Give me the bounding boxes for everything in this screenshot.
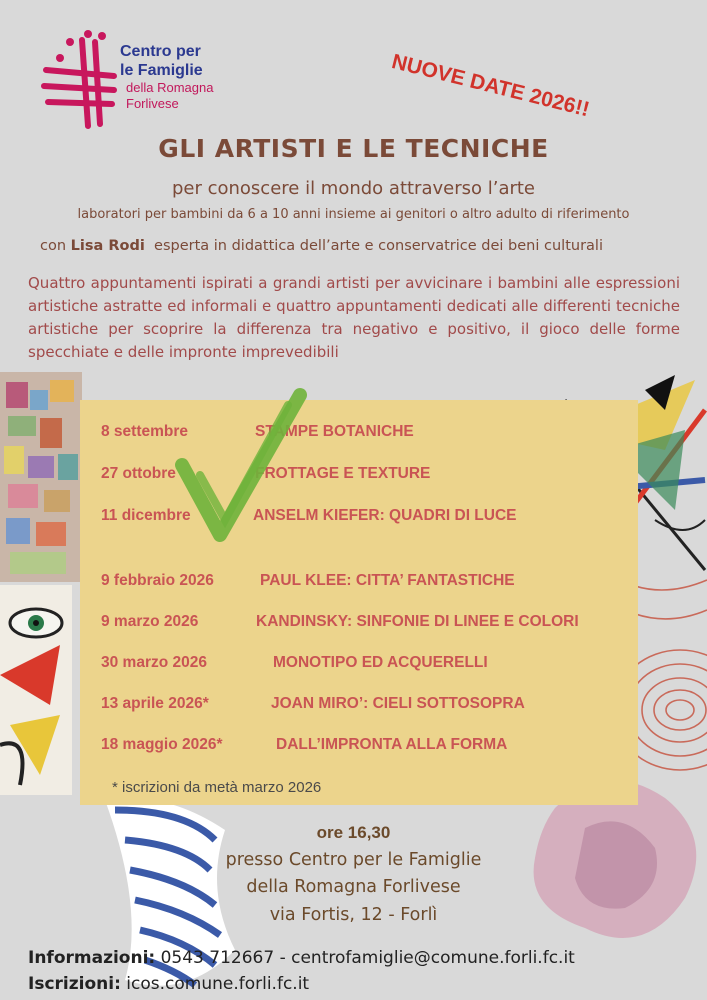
schedule-activity: ANSELM KIEFER: QUADRI DI LUCE bbox=[253, 507, 517, 524]
page-subtitle: per conoscere il mondo attraverso l’arte bbox=[171, 178, 536, 199]
audience-text: laboratori per bambini da 6 a 10 anni insieme ai genitori o altro adulto di riferimento bbox=[77, 207, 630, 222]
schedule-activity: FROTTAGE E TEXTURE bbox=[255, 465, 431, 482]
miro-artwork-decoration bbox=[0, 585, 72, 795]
teacher-role: esperta in didattica dell’arte e conservatrice dei beni culturali bbox=[154, 238, 603, 254]
schedule-date: 13 aprile 2026* bbox=[101, 695, 209, 712]
checkmark-icon bbox=[170, 385, 315, 555]
info-label: Informazioni: bbox=[28, 948, 156, 968]
schedule-row bbox=[101, 572, 515, 590]
info-line bbox=[28, 948, 575, 968]
address-line: presso Centro per le Famiglie bbox=[225, 850, 482, 870]
schedule-date: 11 dicembre bbox=[101, 507, 191, 524]
schedule-activity: MONOTIPO ED ACQUERELLI bbox=[273, 654, 488, 671]
schedule-row bbox=[101, 654, 488, 672]
schedule-date: 27 ottobre bbox=[101, 465, 176, 482]
signup-line bbox=[28, 974, 309, 994]
logo-mark-icon bbox=[40, 28, 120, 133]
teacher-prefix: con bbox=[40, 238, 67, 254]
logo-title: Centro per le Famiglie bbox=[120, 43, 203, 79]
page-title: GLI ARTISTI E LE TECNICHE bbox=[158, 134, 549, 163]
schedule-date: 9 febbraio 2026 bbox=[101, 572, 214, 589]
schedule-activity: STAMPE BOTANICHE bbox=[255, 423, 414, 440]
address-line: via Fortis, 12 - Forlì bbox=[269, 905, 438, 925]
new-dates-stamp: NUOVE DATE 2026!! bbox=[389, 50, 592, 122]
teacher-name: Lisa Rodi bbox=[70, 238, 145, 254]
event-time: ore 16,30 bbox=[316, 823, 391, 842]
klee-artwork-decoration bbox=[0, 372, 82, 582]
address-line: della Romagna Forlivese bbox=[246, 877, 461, 897]
schedule-row bbox=[101, 695, 525, 713]
schedule-row bbox=[101, 736, 508, 754]
schedule-date: 8 settembre bbox=[101, 423, 189, 440]
teacher-line bbox=[40, 238, 707, 254]
schedule-date: 9 marzo 2026 bbox=[101, 613, 199, 630]
schedule-activity: KANDINSKY: SINFONIE DI LINEE E COLORI bbox=[256, 613, 579, 630]
signup-label: Iscrizioni: bbox=[28, 974, 121, 994]
signup-link[interactable]: icos.comune.forli.fc.it bbox=[126, 974, 310, 994]
info-value: 0543 712667 - centrofamiglie@comune.forli.fc.it bbox=[160, 948, 575, 968]
schedule-row bbox=[101, 613, 579, 631]
schedule-activity: JOAN MIRO’: CIELI SOTTOSOPRA bbox=[271, 695, 525, 712]
centro-famiglie-logo bbox=[40, 28, 270, 138]
schedule-activity: DALL’IMPRONTA ALLA FORMA bbox=[276, 736, 508, 753]
schedule-date: 18 maggio 2026* bbox=[101, 736, 223, 753]
logo-subtitle: della Romagna Forlivese bbox=[126, 80, 214, 111]
schedule-activity: PAUL KLEE: CITTA’ FANTASTICHE bbox=[260, 572, 515, 589]
signup-footnote: * iscrizioni da metà marzo 2026 bbox=[112, 779, 322, 796]
schedule-row bbox=[101, 465, 431, 483]
intro-paragraph: Quattro appuntamenti ispirati a grandi artisti per avvicinare i bambini alle espressioni artistiche astratte ed informali e quattro appuntamenti dedicati alle differenti tecniche artistiche per scoprire la differenza tra negativo e positivo, il gioco delle forme specchiate e delle impronte imprevedibili bbox=[28, 274, 680, 361]
schedule-date: 30 marzo 2026 bbox=[101, 654, 207, 671]
